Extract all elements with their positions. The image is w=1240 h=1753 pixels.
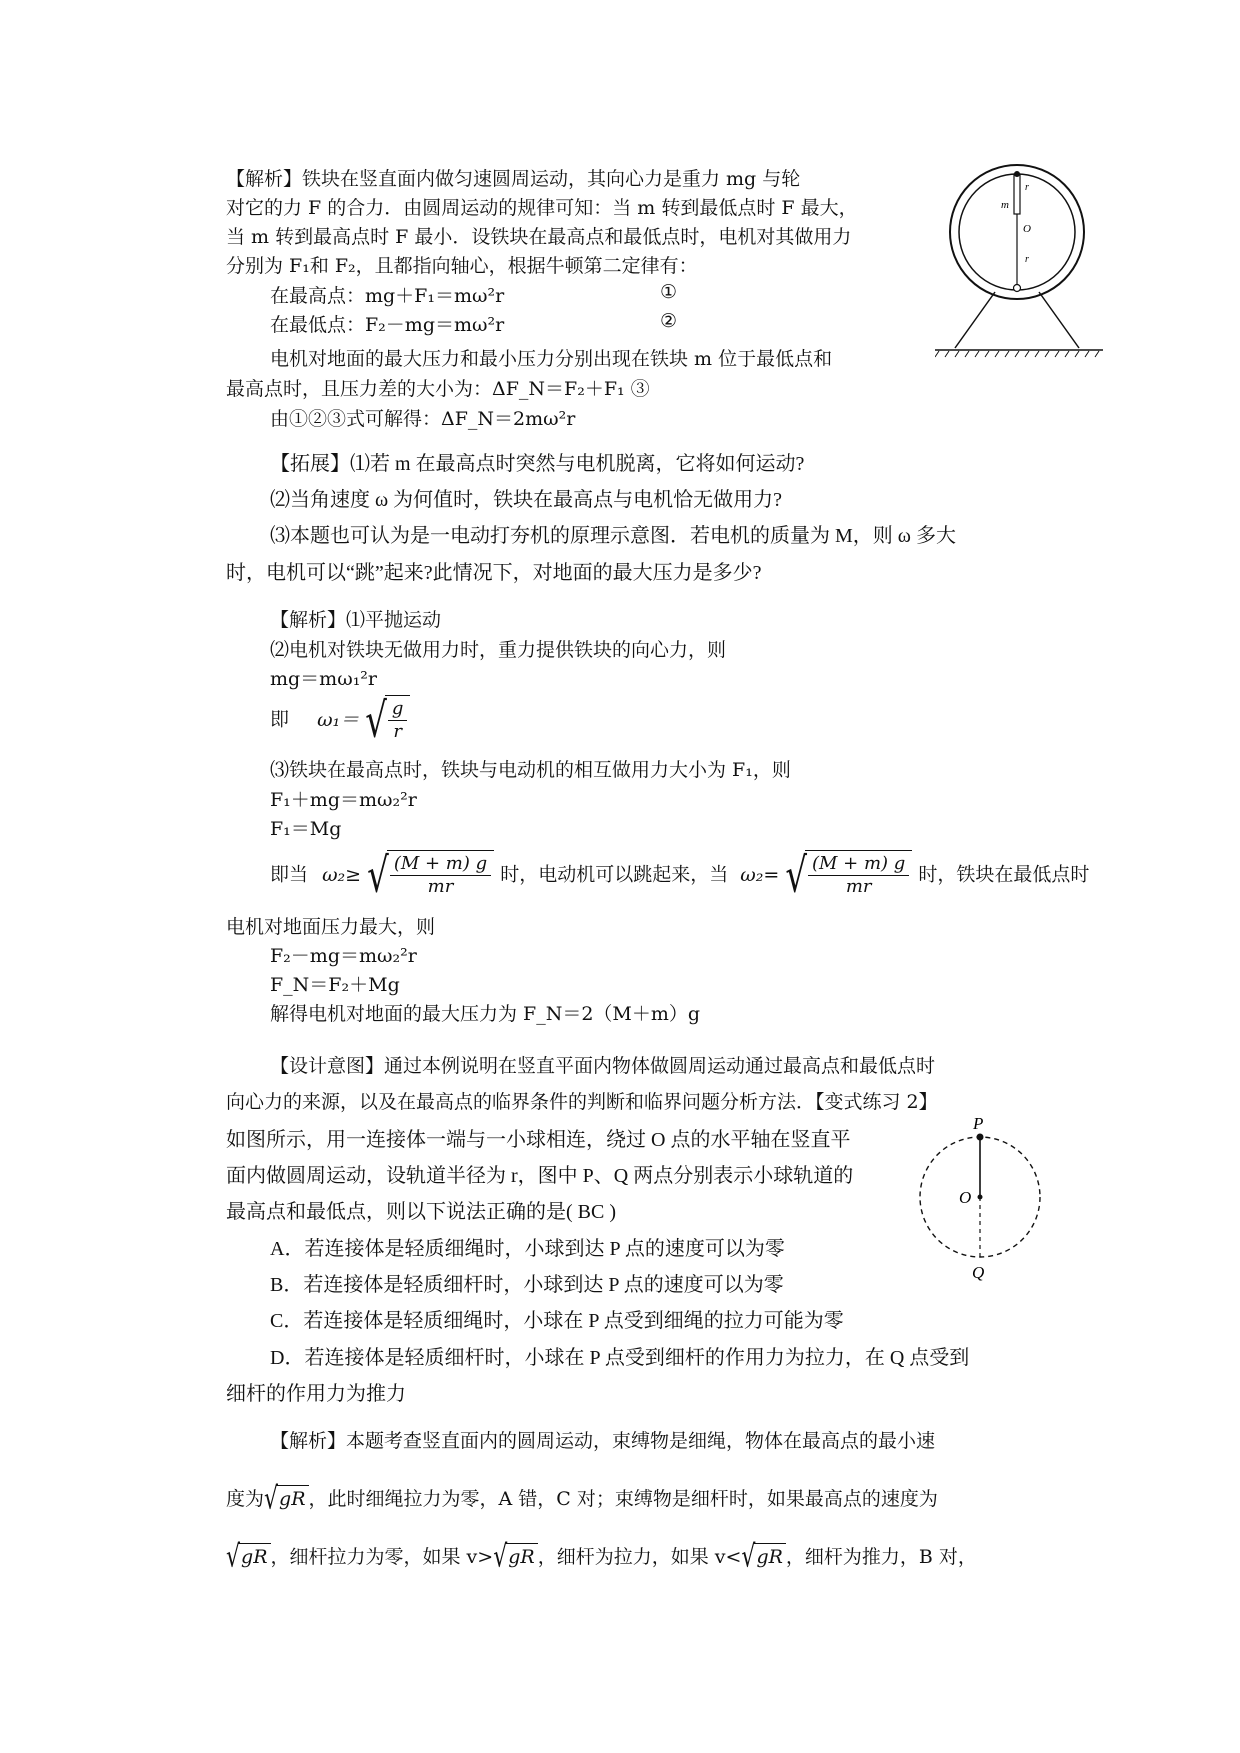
exercise-line-1: 如图所示，用一连接体一端与一小球相连，绕过 O 点的水平轴在竖直平 <box>226 1129 851 1151</box>
analysis3-line-2 <box>226 1480 938 1520</box>
option-d: D．若连接体是轻质细杆时，小球在 P 点受到细杆的作用力为拉力，在 Q 点受到 <box>270 1347 970 1369</box>
omega1-numerator: g <box>388 698 408 721</box>
omega2-prefix: 即当 <box>270 863 309 886</box>
option-d-continued: 细杆的作用力为推力 <box>226 1383 406 1405</box>
analysis1-line-6: 最高点时，且压力差的大小为：ΔF_N＝F₂＋F₁ ③ <box>226 378 650 400</box>
option-a: A．若连接体是轻质细绳时，小球到达 P 点的速度可以为零 <box>270 1238 785 1260</box>
analysis3-l2-suffix: ，此时细绳拉力为零，A 错，C 对；束缚物是细杆时，如果最高点的速度为 <box>308 1488 938 1510</box>
equation-2-number: ② <box>660 310 678 332</box>
sqrt-icon: √ <box>226 1539 241 1575</box>
analysis2-line-3: mg＝mω₁²r <box>270 668 378 690</box>
analysis1-result: 由①②③式可解得：ΔF_N＝2mω²r <box>270 408 576 430</box>
omega2-denominator-1: mr <box>427 876 454 897</box>
circular-track-figure <box>905 1115 1055 1285</box>
label-o: O <box>1023 223 1031 235</box>
analysis1-line-5: 电机对地面的最大压力和最小压力分别出现在铁块 m 位于最低点和 <box>270 348 833 370</box>
omega2-mid: 时，电动机可以跳起来，当 <box>500 863 729 886</box>
equation-2: 在最低点：F₂－mg＝mω²r <box>270 314 505 336</box>
design-line-1: 【设计意图】通过本例说明在竖直平面内物体做圆周运动通过最高点和最低点时 <box>270 1055 936 1077</box>
sqrt-icon: √ <box>264 1481 279 1517</box>
analysis3-line-3 <box>226 1538 977 1578</box>
option-b: B．若连接体是轻质细杆时，小球到达 P 点的速度可以为零 <box>270 1274 784 1296</box>
sqrt-icon: √ <box>785 847 807 904</box>
iron-block <box>1014 174 1020 214</box>
omega2-condition <box>270 847 1090 904</box>
omega1-formula <box>270 692 410 749</box>
label-q: Q <box>972 1263 985 1282</box>
sqrt-icon: √ <box>365 692 387 749</box>
label-r-top: r <box>1025 182 1029 193</box>
analysis2-line-7: F₁＝Mg <box>270 818 342 840</box>
sqrt-icon: √ <box>367 847 389 904</box>
omega2-fraction-2 <box>808 853 909 898</box>
sqrt-gr-1: gR <box>276 1485 308 1510</box>
motor-wheel-figure <box>935 160 1105 360</box>
analysis3-l2-prefix: 度为 <box>226 1488 265 1510</box>
analysis3-line-1: 【解析】本题考查竖直面内的圆周运动，束缚物是细绳，物体在最高点的最小速 <box>270 1430 936 1452</box>
label-m: m <box>1001 199 1009 211</box>
analysis3-l3-c: ，细杆为推力，B 对， <box>785 1546 977 1568</box>
analysis2-line-10: F₂－mg＝mω₂²r <box>270 945 417 967</box>
omega2-fraction-1 <box>390 853 491 898</box>
exercise-line-2: 面内做圆周运动，设轨道半径为 r，图中 P、Q 两点分别表示小球轨道的 <box>226 1165 854 1187</box>
omega2-suffix: 时，铁块在最低点时 <box>918 863 1090 886</box>
equation-1: 在最高点：mg＋F₁＝mω²r <box>270 285 505 307</box>
omega2-var-1: ω₂≥ <box>322 863 362 886</box>
analysis1-line-1: 【解析】铁块在竖直面内做匀速圆周运动，其向心力是重力 mg 与轮 <box>226 168 801 190</box>
sqrt-icon: √ <box>741 1539 756 1575</box>
omega2-numerator-1: (M + m) g <box>390 853 491 876</box>
sqrt-icon: √ <box>493 1539 508 1575</box>
analysis2-line-9: 电机对地面压力最大，则 <box>226 916 436 938</box>
analysis2-line-12: 解得电机对地面的最大压力为 F_N＝2（M＋m）g <box>270 1003 701 1025</box>
equation-1-number: ① <box>660 281 678 303</box>
analysis2-line-11: F_N＝F₂＋Mg <box>270 974 400 996</box>
analysis1-line-3: 当 m 转到最高点时 F 最小．设铁块在最高点和最低点时，电机对其做用力 <box>226 226 852 248</box>
analysis1-line-4: 分别为 F₁和 F₂，且都指向轴心，根据牛顿第二定律有： <box>226 255 698 277</box>
label-p: P <box>973 1115 984 1133</box>
sqrt-gr-2: gR <box>238 1543 270 1568</box>
analysis1-line-2: 对它的力 F 的合力．由圆周运动的规律可知：当 m 转到最低点时 F 最大， <box>226 197 858 219</box>
omega1-fraction <box>388 698 408 743</box>
omega1-var: ω₁＝ <box>317 708 360 731</box>
label-o: O <box>959 1188 972 1207</box>
omega1-denominator: r <box>393 721 402 742</box>
omega1-prefix: 即 <box>270 708 290 731</box>
extension-line-2: ⑵当角速度 ω 为何值时，铁块在最高点与电机恰无做用力? <box>270 489 783 511</box>
extension-line-4: 时，电机可以“跳”起来?此情况下，对地面的最大压力是多少? <box>226 562 762 584</box>
analysis2-line-2: ⑵电机对铁块无做用力时，重力提供铁块的向心力，则 <box>270 639 727 661</box>
omega2-var-2: ω₂= <box>740 863 780 886</box>
design-line-2: 向心力的来源，以及在最高点的临界条件的判断和临界问题分析方法．【变式练习 2】 <box>226 1091 938 1113</box>
analysis2-line-6: F₁＋mg＝mω₂²r <box>270 789 417 811</box>
analysis2-line-5: ⑶铁块在最高点时，铁块与电动机的相互做用力大小为 F₁，则 <box>270 759 791 781</box>
sqrt-gr-4: gR <box>753 1543 785 1568</box>
option-c: C．若连接体是轻质细绳时，小球在 P 点受到细绳的拉力可能为零 <box>270 1310 844 1332</box>
exercise-line-3: 最高点和最低点，则以下说法正确的是( BC ) <box>226 1201 616 1223</box>
analysis3-l3-a: ，细杆拉力为零，如果 v> <box>270 1546 494 1568</box>
ball <box>977 1134 984 1141</box>
sqrt-gr-3: gR <box>505 1543 537 1568</box>
analysis2-line-1: 【解析】⑴平抛运动 <box>270 609 442 631</box>
omega2-numerator-2: (M + m) g <box>808 853 909 876</box>
extension-line-1: 【拓展】⑴若 m 在最高点时突然与电机脱离，它将如何运动? <box>270 453 805 475</box>
analysis3-l3-b: ，细杆为拉力，如果 v< <box>537 1546 742 1568</box>
omega2-denominator-2: mr <box>845 876 872 897</box>
extension-line-3: ⑶本题也可认为是一电动打夯机的原理示意图．若电机的质量为 M，则 ω 多大 <box>270 525 956 547</box>
label-r-bottom: r <box>1025 254 1029 265</box>
